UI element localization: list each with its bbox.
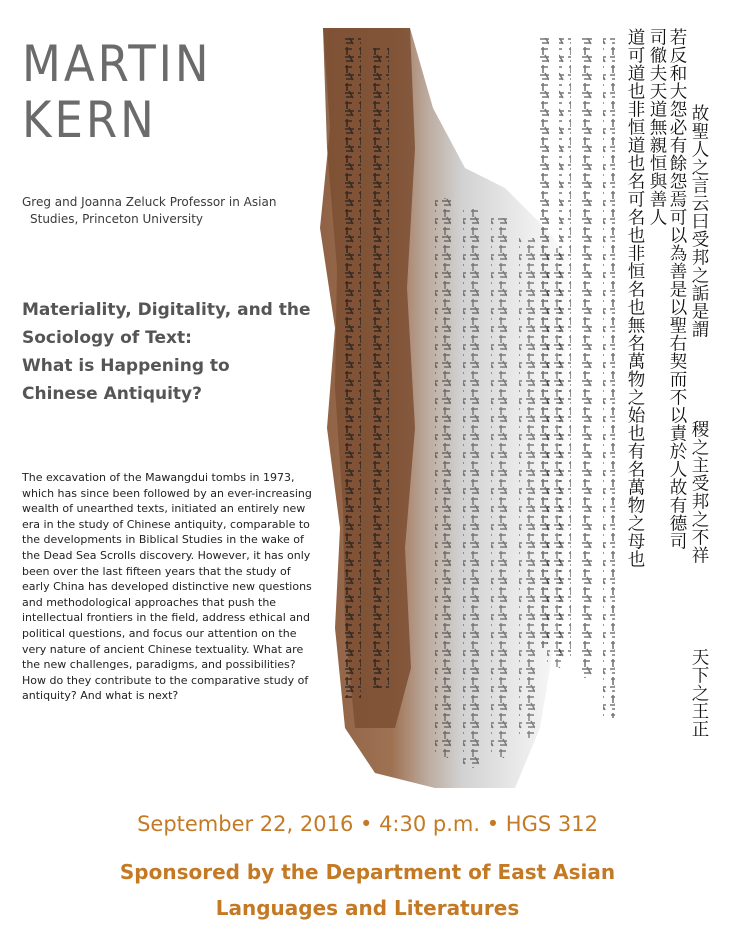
talk-title-line2: Sociology of Text:: [22, 328, 192, 348]
affiliation-line1: Greg and Joanna Zeluck Professor in Asian: [22, 195, 277, 209]
speaker-affiliation: [22, 194, 292, 228]
talk-title-line4: Chinese Antiquity?: [22, 384, 202, 404]
manuscript-column-7: [547, 248, 561, 668]
brush-column-2: [559, 38, 571, 658]
chinese-column-1: 若反和大怨必有餘怨焉可以為善是以聖右契而不以責於人故有德司: [667, 28, 687, 550]
talk-abstract: The excavation of the Mawangdui tombs in 1973, which has since been followed by an ever-increasing wealth of unearthed texts, initiated an entirely new era in the study of Chinese antiquity, comparable to the developments in Biblical Studies in the wake of the Dead Sea Scrolls discovery. However, it has only been over the last fifteen years that the study of early China has developed distinctive new questions and methodological approaches that push the intellectual frontiers in the field, address ethical and political questions, and focus our attention on the very nature of ancient Chinese textuality. What are the new challenges, paradigms, and possibilities? How do they contribute to the comparative study of antiquity? And what is next?: [22, 471, 312, 703]
brush-column-3: [581, 38, 593, 678]
chinese-column-3: 道可道也非恒道也名可名也非恒名也無名萬物之始也有名萬物之母也: [625, 28, 645, 568]
manuscript-column-3: [435, 198, 451, 758]
chinese-column-5: 稷之主受邦之不祥: [689, 420, 709, 564]
speaker-name-line2: KERN: [22, 91, 157, 149]
manuscript-column-6: [519, 238, 535, 738]
brush-column-1: [537, 38, 549, 648]
sponsor-line1: Sponsored by the Department of East Asian: [119, 860, 616, 884]
talk-title-line3: What is Happening to: [22, 356, 230, 376]
affiliation-line2: Studies, Princeton University: [30, 212, 204, 226]
manuscript-artwork: [315, 28, 730, 788]
sponsor-line: [0, 854, 735, 926]
sponsor-line2: Languages and Literatures: [215, 896, 520, 920]
manuscript-column-4: [463, 208, 479, 768]
speaker-name-line1: MARTIN: [22, 35, 212, 93]
chinese-column-6: 天下之王正: [689, 648, 709, 738]
manuscript-column-5: [491, 218, 507, 758]
event-datetime-location: September 22, 2016 • 4:30 p.m. • HGS 312: [137, 812, 598, 836]
talk-title: [22, 296, 312, 408]
talk-title-line1: Materiality, Digitality, and the: [22, 300, 311, 320]
chinese-column-2: 司徹夫天道無親恒與善人: [647, 28, 667, 226]
manuscript-column-1: [345, 38, 361, 698]
manuscript-column-2: [373, 48, 389, 688]
chinese-column-4: 故聖人之言云曰受邦之詬是謂: [689, 104, 709, 338]
brush-column-4: [603, 38, 615, 718]
speaker-name: [22, 36, 212, 148]
